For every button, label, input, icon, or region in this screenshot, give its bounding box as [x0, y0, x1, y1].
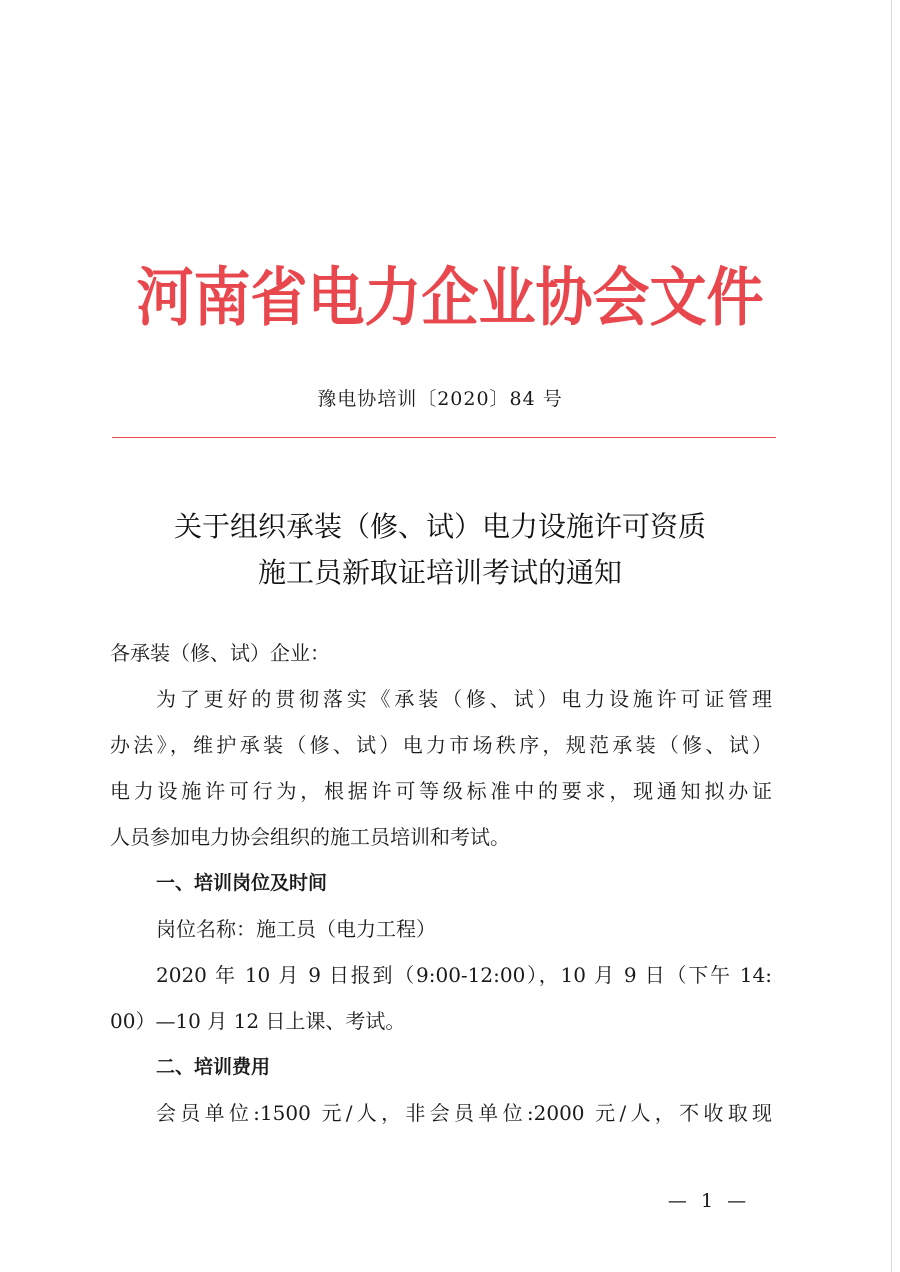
document-number: 豫电协培训〔2020〕84 号: [317, 388, 563, 410]
salutation: 各承装（修、试）企业：: [110, 641, 330, 665]
notice-title: [0, 504, 880, 596]
paragraph-1-line-1: 为了更好的贯彻落实《承装（修、试）电力设施许可证管理: [156, 687, 772, 711]
page-number: — 1 —: [667, 1190, 751, 1212]
paragraph-1-line-4: 人员参加电力协会组织的施工员培训和考试。: [110, 825, 510, 849]
paragraph-1-line-3: 电力设施许可行为，根据许可等级标准中的要求，现通知拟办证: [110, 779, 772, 803]
position-name: 岗位名称：施工员（电力工程）: [156, 917, 436, 941]
paragraph-1-line-2: 办法》，维护承装（修、试）电力市场秩序，规范承装（修、试）: [110, 733, 772, 757]
page-edge: [891, 0, 892, 1272]
fee-line-1: 会员单位:1500 元/人，非会员单位:2000 元/人，不收取现: [156, 1101, 772, 1125]
section-1-heading: 一、培训岗位及时间: [156, 872, 328, 894]
document-body: [110, 630, 772, 1136]
masthead-title: 河南省电力企业协会文件: [136, 261, 764, 335]
notice-title-line-1: 关于组织承装（修、试）电力设施许可资质: [173, 510, 706, 543]
training-time-line-2: 00）—10 月 12 日上课、考试。: [110, 1009, 406, 1033]
red-divider: [112, 437, 776, 438]
section-2-heading: 二、培训费用: [156, 1056, 271, 1078]
notice-title-line-2: 施工员新取证培训考试的通知: [257, 556, 622, 589]
training-time-line-1: 2020 年 10 月 9 日报到（9:00-12:00），10 月 9 日（下午 14:: [156, 963, 772, 987]
